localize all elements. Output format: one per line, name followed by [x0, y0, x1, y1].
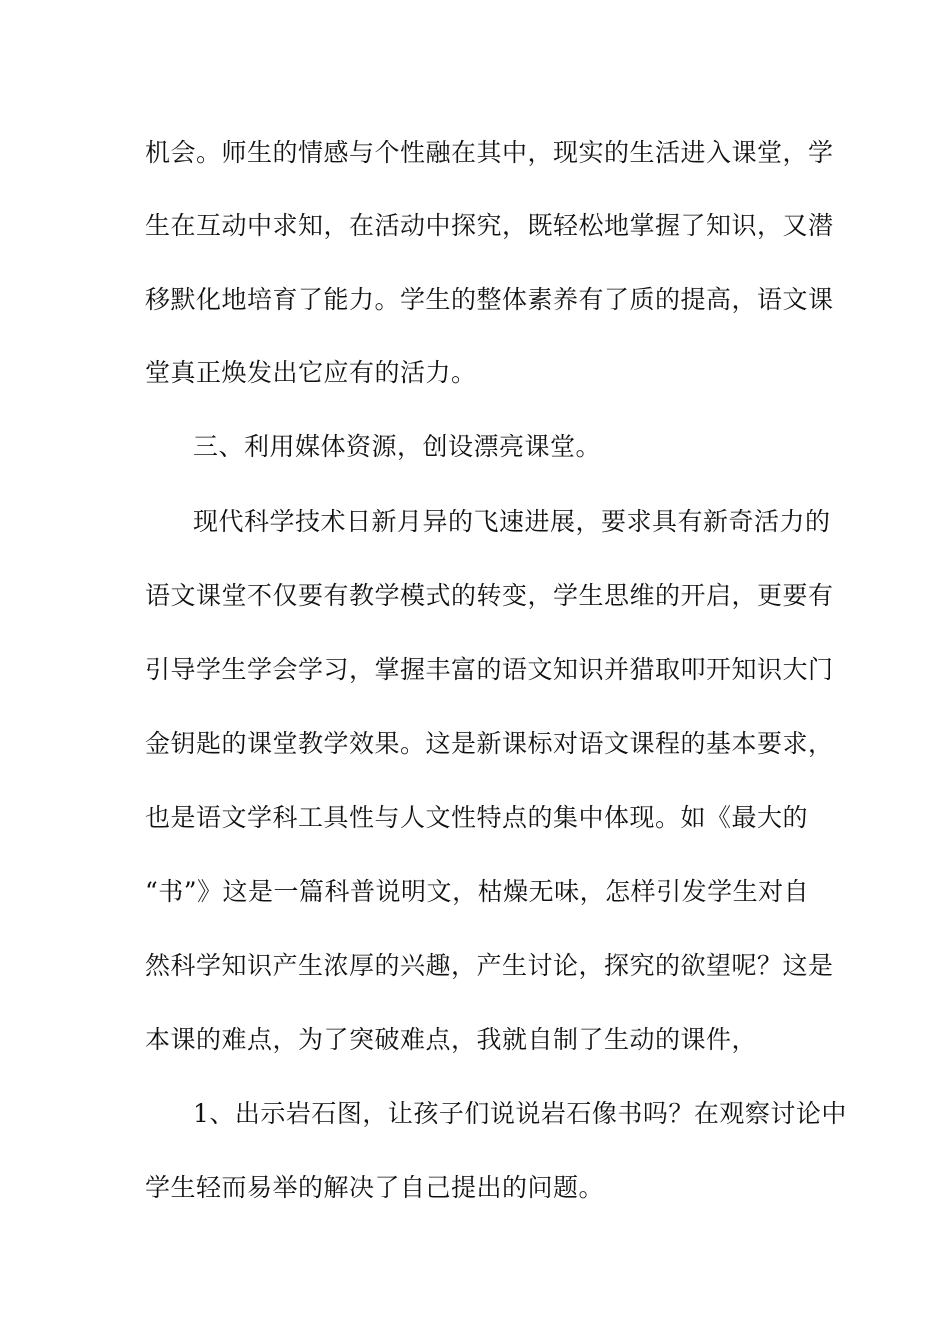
text-line: 学生轻而易举的解决了自己提出的问题。	[145, 1173, 605, 1202]
text-line: 然科学知识产生浓厚的兴趣，产生讨论，探究的欲望呢？这是	[145, 951, 834, 980]
text-line: “书”》这是一篇科普说明文，枯燥无味，怎样引发学生对自	[145, 877, 810, 906]
text-line: 金钥匙的课堂教学效果。这是新课标对语文课程的基本要求，	[145, 729, 834, 758]
section-heading: 三、利用媒体资源，创设漂亮课堂。	[193, 432, 602, 461]
text-line: 引导学生学会学习，掌握丰富的语文知识并猎取叩开知识大门	[145, 655, 834, 684]
text-line: 也是语文学科工具性与人文性特点的集中体现。如《最大的	[145, 803, 809, 832]
text-line: 机会。师生的情感与个性融在其中，现实的生活进入课堂，学	[145, 138, 834, 167]
text-line: 1、出示岩石图，让孩子们说说岩石像书吗？在观察讨论中	[193, 1099, 847, 1128]
text-line: 堂真正焕发出它应有的活力。	[145, 358, 477, 387]
text-line: 本课的难点，为了突破难点，我就自制了生动的课件，	[145, 1025, 758, 1054]
text-line: 生在互动中求知，在活动中探究，既轻松地掌握了知识，又潜	[145, 211, 834, 240]
text-line: 移默化地培育了能力。学生的整体素养有了质的提高，语文课	[145, 285, 834, 314]
text-line: 语文课堂不仅要有教学模式的转变，学生思维的开启，更要有	[145, 581, 834, 610]
text-line: 现代科学技术日新月异的飞速进展，要求具有新奇活力的	[193, 507, 831, 536]
